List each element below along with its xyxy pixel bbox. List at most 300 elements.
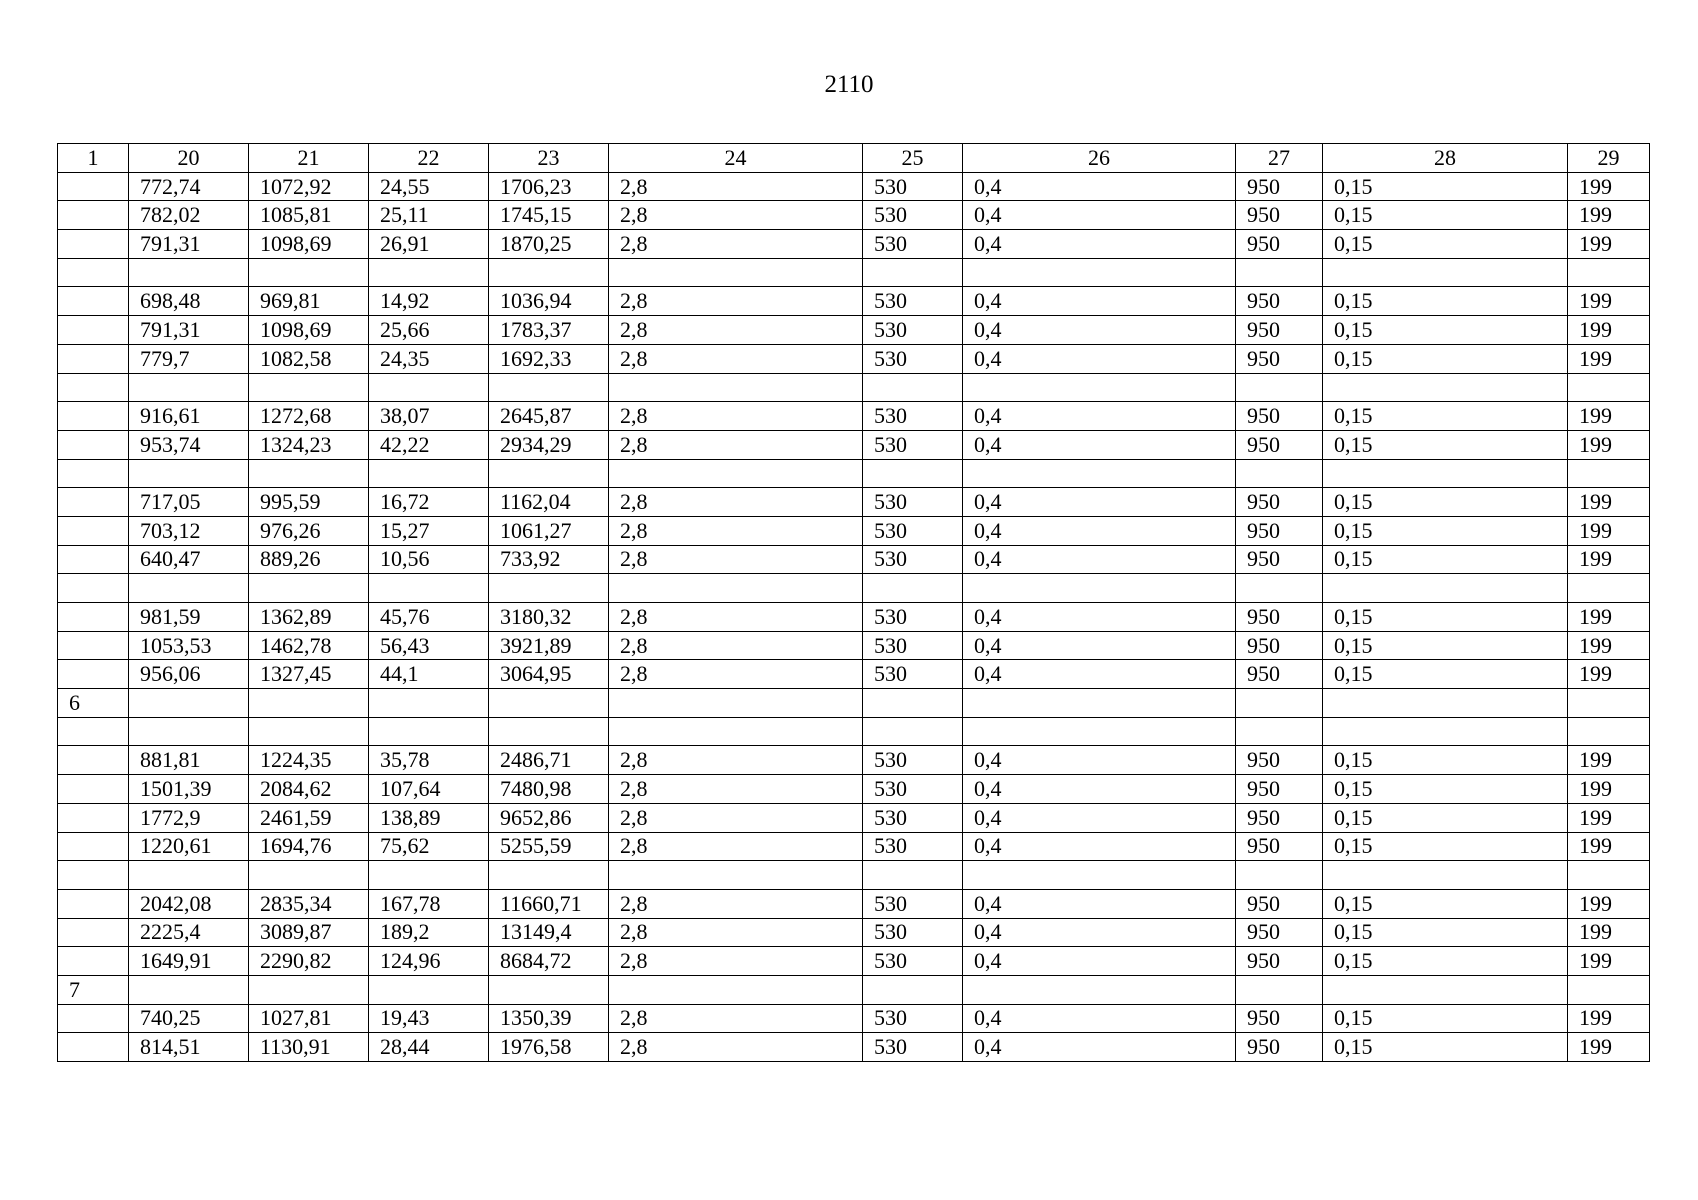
table-row (58, 660, 1650, 689)
table-cell: 167,78 (369, 889, 489, 918)
table-row (58, 574, 1650, 603)
table-cell: 703,12 (129, 516, 249, 545)
table-cell: 1772,9 (129, 803, 249, 832)
table-cell: 1324,23 (249, 430, 369, 459)
table-cell (1568, 689, 1650, 718)
table-cell: 950 (1236, 1033, 1323, 1062)
table-cell: 1783,37 (489, 316, 609, 345)
table-cell: 0,4 (963, 746, 1236, 775)
table-cell: 950 (1236, 545, 1323, 574)
table-cell: 530 (863, 918, 963, 947)
table-cell: 0,4 (963, 230, 1236, 259)
table-cell: 530 (863, 545, 963, 574)
table-cell (58, 373, 129, 402)
table-cell: 0,4 (963, 287, 1236, 316)
table-cell: 2290,82 (249, 947, 369, 976)
table-cell: 530 (863, 430, 963, 459)
table-cell (963, 717, 1236, 746)
table-cell (1568, 861, 1650, 890)
table-cell: 740,25 (129, 1004, 249, 1033)
table-cell: 0,4 (963, 918, 1236, 947)
table-cell: 2835,34 (249, 889, 369, 918)
table-cell (963, 689, 1236, 718)
table-cell (863, 258, 963, 287)
table-cell: 19,43 (369, 1004, 489, 1033)
table-cell (1568, 574, 1650, 603)
table-cell: 8684,72 (489, 947, 609, 976)
table-cell (249, 861, 369, 890)
table-cell: 530 (863, 889, 963, 918)
table-cell: 950 (1236, 516, 1323, 545)
table-cell: 2,8 (609, 344, 863, 373)
table-cell: 530 (863, 1004, 963, 1033)
table-cell: 26,91 (369, 230, 489, 259)
table-cell: 981,59 (129, 603, 249, 632)
table-cell (58, 459, 129, 488)
table-cell (1236, 459, 1323, 488)
table-cell: 2461,59 (249, 803, 369, 832)
table-cell: 56,43 (369, 631, 489, 660)
table-row (58, 258, 1650, 287)
table-cell: 1362,89 (249, 603, 369, 632)
table-cell: 7 (58, 975, 129, 1004)
table-cell: 199 (1568, 947, 1650, 976)
table-cell: 791,31 (129, 316, 249, 345)
table-cell: 640,47 (129, 545, 249, 574)
table-cell: 199 (1568, 201, 1650, 230)
table-cell: 2,8 (609, 545, 863, 574)
table-cell (58, 1004, 129, 1033)
table-row (58, 631, 1650, 660)
table-cell (58, 545, 129, 574)
table-row (58, 603, 1650, 632)
table-cell: 1350,39 (489, 1004, 609, 1033)
table-cell (1568, 459, 1650, 488)
table-cell (609, 689, 863, 718)
table-cell: 1220,61 (129, 832, 249, 861)
column-header: 1 (58, 144, 129, 173)
table-cell: 1692,33 (489, 344, 609, 373)
table-cell: 45,76 (369, 603, 489, 632)
column-header: 26 (963, 144, 1236, 173)
table-cell (58, 889, 129, 918)
table-row (58, 316, 1650, 345)
table-cell (58, 516, 129, 545)
table-cell (249, 258, 369, 287)
table-cell (58, 947, 129, 976)
table-cell (129, 373, 249, 402)
table-cell: 1976,58 (489, 1033, 609, 1062)
table-cell: 530 (863, 201, 963, 230)
table-cell: 950 (1236, 803, 1323, 832)
table-cell: 916,61 (129, 402, 249, 431)
table-cell: 199 (1568, 516, 1650, 545)
table-cell: 889,26 (249, 545, 369, 574)
table-cell (58, 172, 129, 201)
table-cell: 2,8 (609, 1033, 863, 1062)
table-cell: 2,8 (609, 516, 863, 545)
table-cell (1323, 373, 1568, 402)
table-cell: 698,48 (129, 287, 249, 316)
table-cell (58, 287, 129, 316)
table-cell (609, 861, 863, 890)
table-cell: 1649,91 (129, 947, 249, 976)
table-cell (489, 459, 609, 488)
table-cell: 199 (1568, 287, 1650, 316)
table-row (58, 975, 1650, 1004)
table-cell: 0,4 (963, 516, 1236, 545)
table-cell (249, 574, 369, 603)
table-cell (963, 574, 1236, 603)
table-cell: 995,59 (249, 488, 369, 517)
table-cell: 199 (1568, 230, 1650, 259)
table-cell: 950 (1236, 775, 1323, 804)
table-cell: 772,74 (129, 172, 249, 201)
table-cell (963, 258, 1236, 287)
table-row (58, 545, 1650, 574)
table-cell: 950 (1236, 832, 1323, 861)
table-row (58, 459, 1650, 488)
table-cell: 0,4 (963, 832, 1236, 861)
table-cell: 0,15 (1323, 488, 1568, 517)
table-cell: 881,81 (129, 746, 249, 775)
table-cell: 530 (863, 316, 963, 345)
table-cell: 199 (1568, 832, 1650, 861)
table-cell: 199 (1568, 430, 1650, 459)
table-cell: 5255,59 (489, 832, 609, 861)
table-cell (369, 861, 489, 890)
table-cell: 950 (1236, 430, 1323, 459)
table-cell: 956,06 (129, 660, 249, 689)
table-cell: 1694,76 (249, 832, 369, 861)
table-cell (249, 459, 369, 488)
table-cell: 1098,69 (249, 316, 369, 345)
table-cell (58, 574, 129, 603)
table-cell: 2645,87 (489, 402, 609, 431)
table-cell (58, 316, 129, 345)
table-cell (58, 230, 129, 259)
column-header: 22 (369, 144, 489, 173)
table-cell: 1130,91 (249, 1033, 369, 1062)
table-cell: 0,15 (1323, 402, 1568, 431)
table-cell: 0,15 (1323, 889, 1568, 918)
table-cell: 0,4 (963, 775, 1236, 804)
table-cell: 0,15 (1323, 201, 1568, 230)
table-cell: 0,4 (963, 1033, 1236, 1062)
table-cell: 2225,4 (129, 918, 249, 947)
table-cell (1323, 258, 1568, 287)
table-cell: 25,11 (369, 201, 489, 230)
table-row (58, 861, 1650, 890)
table-cell: 199 (1568, 488, 1650, 517)
table-row (58, 1033, 1650, 1062)
table-cell: 530 (863, 402, 963, 431)
table-cell (863, 574, 963, 603)
table-cell: 199 (1568, 1033, 1650, 1062)
table-cell: 530 (863, 775, 963, 804)
table-cell (129, 975, 249, 1004)
table-cell: 0,4 (963, 660, 1236, 689)
table-row (58, 746, 1650, 775)
table-row (58, 430, 1650, 459)
table-cell: 976,26 (249, 516, 369, 545)
table-cell: 2,8 (609, 172, 863, 201)
table-cell: 0,4 (963, 1004, 1236, 1033)
table-row (58, 717, 1650, 746)
table-cell: 1027,81 (249, 1004, 369, 1033)
column-header: 29 (1568, 144, 1650, 173)
table-cell: 530 (863, 344, 963, 373)
data-table (57, 143, 1650, 1062)
table-cell: 2,8 (609, 316, 863, 345)
table-cell: 0,4 (963, 947, 1236, 976)
table-cell: 2,8 (609, 947, 863, 976)
table-cell (1323, 717, 1568, 746)
table-cell (863, 689, 963, 718)
table-cell: 0,15 (1323, 1033, 1568, 1062)
table-cell: 28,44 (369, 1033, 489, 1062)
table-cell: 199 (1568, 775, 1650, 804)
table-cell: 199 (1568, 603, 1650, 632)
column-header: 25 (863, 144, 963, 173)
table-cell: 189,2 (369, 918, 489, 947)
table-cell: 199 (1568, 1004, 1650, 1033)
table-cell: 2,8 (609, 1004, 863, 1033)
table-cell (369, 258, 489, 287)
table-cell (249, 373, 369, 402)
column-header: 21 (249, 144, 369, 173)
table-cell: 2486,71 (489, 746, 609, 775)
table-row (58, 889, 1650, 918)
table-cell (863, 717, 963, 746)
table-cell: 13149,4 (489, 918, 609, 947)
table-row (58, 230, 1650, 259)
table-row (58, 947, 1650, 976)
table-cell (1323, 689, 1568, 718)
column-header: 23 (489, 144, 609, 173)
table-cell (1236, 258, 1323, 287)
table-cell (58, 201, 129, 230)
table-cell: 199 (1568, 660, 1650, 689)
table-cell: 0,15 (1323, 1004, 1568, 1033)
table-cell: 0,4 (963, 402, 1236, 431)
table-cell: 950 (1236, 889, 1323, 918)
table-cell: 1272,68 (249, 402, 369, 431)
column-header: 24 (609, 144, 863, 173)
table-cell (58, 258, 129, 287)
table-cell: 199 (1568, 746, 1650, 775)
table-cell (129, 258, 249, 287)
table-cell: 1098,69 (249, 230, 369, 259)
table-cell (609, 373, 863, 402)
table-cell: 0,15 (1323, 832, 1568, 861)
table-cell: 530 (863, 631, 963, 660)
table-cell (58, 603, 129, 632)
table-cell (369, 373, 489, 402)
table-cell: 11660,71 (489, 889, 609, 918)
table-cell: 1870,25 (489, 230, 609, 259)
table-cell: 24,35 (369, 344, 489, 373)
table-cell: 1501,39 (129, 775, 249, 804)
table-cell: 782,02 (129, 201, 249, 230)
table-cell: 10,56 (369, 545, 489, 574)
table-cell (489, 975, 609, 1004)
table-cell: 0,15 (1323, 172, 1568, 201)
table-cell: 2,8 (609, 746, 863, 775)
table-cell: 0,15 (1323, 603, 1568, 632)
table-cell (489, 689, 609, 718)
table-cell: 950 (1236, 603, 1323, 632)
table-cell (129, 861, 249, 890)
table-cell: 0,4 (963, 803, 1236, 832)
table-row (58, 488, 1650, 517)
table-cell: 3180,32 (489, 603, 609, 632)
table-cell: 950 (1236, 287, 1323, 316)
table-cell (369, 574, 489, 603)
table-cell: 2,8 (609, 603, 863, 632)
table-cell (1323, 861, 1568, 890)
table-cell: 2,8 (609, 631, 863, 660)
table-cell (58, 1033, 129, 1062)
column-header: 20 (129, 144, 249, 173)
table-cell: 530 (863, 516, 963, 545)
page-number: 2110 (824, 71, 874, 98)
table-cell: 0,15 (1323, 918, 1568, 947)
table-row (58, 402, 1650, 431)
table-cell: 1053,53 (129, 631, 249, 660)
table-cell: 0,15 (1323, 344, 1568, 373)
table-cell (863, 861, 963, 890)
table-cell: 0,4 (963, 545, 1236, 574)
table-cell: 2084,62 (249, 775, 369, 804)
table-cell (58, 775, 129, 804)
table-cell: 6 (58, 689, 129, 718)
table-cell: 25,66 (369, 316, 489, 345)
table-cell (1568, 975, 1650, 1004)
table-cell (129, 459, 249, 488)
table-cell: 75,62 (369, 832, 489, 861)
table-cell (1323, 574, 1568, 603)
table-row (58, 832, 1650, 861)
table-cell (58, 861, 129, 890)
table-cell (129, 717, 249, 746)
table-cell: 950 (1236, 402, 1323, 431)
table-cell: 1082,58 (249, 344, 369, 373)
table-cell: 2,8 (609, 201, 863, 230)
table-cell: 969,81 (249, 287, 369, 316)
table-cell: 9652,86 (489, 803, 609, 832)
table-cell: 0,15 (1323, 545, 1568, 574)
table-cell: 0,15 (1323, 746, 1568, 775)
table-cell: 199 (1568, 316, 1650, 345)
table-cell (1323, 975, 1568, 1004)
table-cell: 1085,81 (249, 201, 369, 230)
table-cell (1236, 975, 1323, 1004)
table-cell: 107,64 (369, 775, 489, 804)
table-cell: 44,1 (369, 660, 489, 689)
table-body (58, 144, 1650, 1062)
table-cell: 2,8 (609, 803, 863, 832)
table-cell: 2,8 (609, 918, 863, 947)
table-cell: 530 (863, 488, 963, 517)
table-cell: 42,22 (369, 430, 489, 459)
table-cell: 950 (1236, 1004, 1323, 1033)
table-cell: 0,4 (963, 430, 1236, 459)
table-cell: 530 (863, 603, 963, 632)
table-cell (963, 861, 1236, 890)
table-cell: 199 (1568, 889, 1650, 918)
table-cell: 2,8 (609, 488, 863, 517)
table-cell: 2,8 (609, 430, 863, 459)
table-cell: 950 (1236, 631, 1323, 660)
table-cell: 199 (1568, 344, 1650, 373)
table-cell (1236, 373, 1323, 402)
table-cell (58, 430, 129, 459)
table-cell: 779,7 (129, 344, 249, 373)
table-cell (489, 861, 609, 890)
table-cell (58, 717, 129, 746)
table-cell: 530 (863, 832, 963, 861)
table-cell (129, 689, 249, 718)
table-cell: 1706,23 (489, 172, 609, 201)
table-row (58, 201, 1650, 230)
table-cell: 950 (1236, 316, 1323, 345)
table-cell (58, 746, 129, 775)
table-cell (129, 574, 249, 603)
table-cell: 1462,78 (249, 631, 369, 660)
table-cell: 530 (863, 230, 963, 259)
table-cell: 0,15 (1323, 316, 1568, 345)
table-cell: 2,8 (609, 832, 863, 861)
table-cell (58, 402, 129, 431)
table-cell: 2,8 (609, 230, 863, 259)
table-cell: 950 (1236, 918, 1323, 947)
table-cell (369, 459, 489, 488)
table-cell: 1072,92 (249, 172, 369, 201)
table-cell (58, 803, 129, 832)
table-cell: 199 (1568, 172, 1650, 201)
table-cell: 0,4 (963, 201, 1236, 230)
table-cell (609, 717, 863, 746)
table-cell: 7480,98 (489, 775, 609, 804)
table-cell (489, 717, 609, 746)
table-cell: 15,27 (369, 516, 489, 545)
table-cell: 3921,89 (489, 631, 609, 660)
table-cell (249, 975, 369, 1004)
table-cell: 950 (1236, 746, 1323, 775)
table-cell (489, 574, 609, 603)
table-cell: 530 (863, 947, 963, 976)
table-cell: 14,92 (369, 287, 489, 316)
table-row (58, 516, 1650, 545)
table-cell: 0,4 (963, 344, 1236, 373)
table-cell: 0,4 (963, 631, 1236, 660)
table-cell: 24,55 (369, 172, 489, 201)
table-cell: 124,96 (369, 947, 489, 976)
table-cell: 199 (1568, 545, 1650, 574)
table-cell (609, 258, 863, 287)
table-cell (58, 488, 129, 517)
table-cell (489, 258, 609, 287)
table-cell: 950 (1236, 172, 1323, 201)
table-cell (249, 717, 369, 746)
table-cell (58, 918, 129, 947)
table-cell: 199 (1568, 631, 1650, 660)
table-cell (1568, 373, 1650, 402)
table-cell (963, 373, 1236, 402)
table-cell: 2,8 (609, 889, 863, 918)
table-cell: 2,8 (609, 287, 863, 316)
